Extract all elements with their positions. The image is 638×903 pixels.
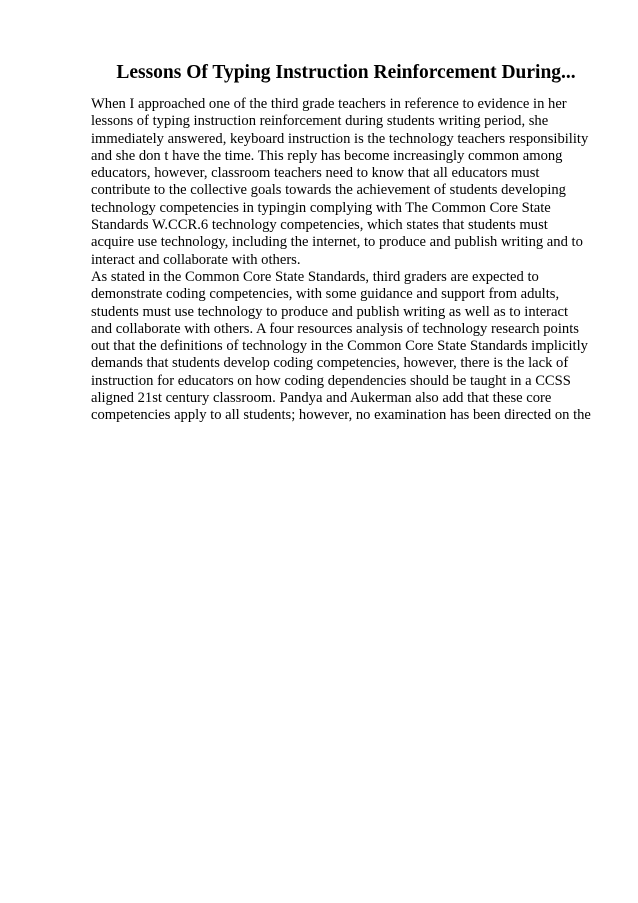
- body-line: out that the definitions of technology in the Common Core State Standards implicitly: [91, 338, 588, 355]
- body-line: technology competencies in typingin complying with The Common Core State: [91, 199, 551, 216]
- body-line: Standards W.CCR.6 technology competencies, which states that students must: [91, 217, 548, 234]
- body-line: students must use technology to produce and publish writing as well as to interact: [91, 303, 569, 320]
- body-line: acquire use technology, including the internet, to produce and publish writing and to: [91, 234, 583, 251]
- body-line: interact and collaborate with others.: [91, 251, 301, 268]
- body-line: demonstrate coding competencies, with some guidance and support from adults,: [91, 286, 560, 303]
- body-line: instruction for educators on how coding dependencies should be taught in a CCSS: [91, 372, 571, 389]
- document-title: Lessons Of Typing Instruction Reinforcement During...: [116, 62, 576, 83]
- body-line: competencies apply to all students; however, no examination has been directed on the: [91, 407, 591, 424]
- document-body: [91, 96, 611, 425]
- body-line: and collaborate with others. A four resources analysis of technology research points: [91, 320, 579, 337]
- body-line: immediately answered, keyboard instruction is the technology teachers responsibility: [91, 130, 589, 147]
- body-line: aligned 21st century classroom. Pandya and Aukerman also add that these core: [91, 390, 552, 407]
- body-line: contribute to the collective goals towards the achievement of students developing: [91, 182, 566, 199]
- body-line: lessons of typing instruction reinforcement during students writing period, she: [91, 113, 549, 130]
- body-line: As stated in the Common Core State Standards, third graders are expected to: [91, 268, 539, 285]
- body-line: demands that students develop coding competencies, however, there is the lack of: [91, 355, 569, 372]
- body-line: When I approached one of the third grade teachers in reference to evidence in her: [91, 96, 567, 112]
- body-line: educators, however, classroom teachers need to know that all educators must: [91, 165, 540, 182]
- body-line: and she don t have the time. This reply has become increasingly common among: [91, 147, 563, 164]
